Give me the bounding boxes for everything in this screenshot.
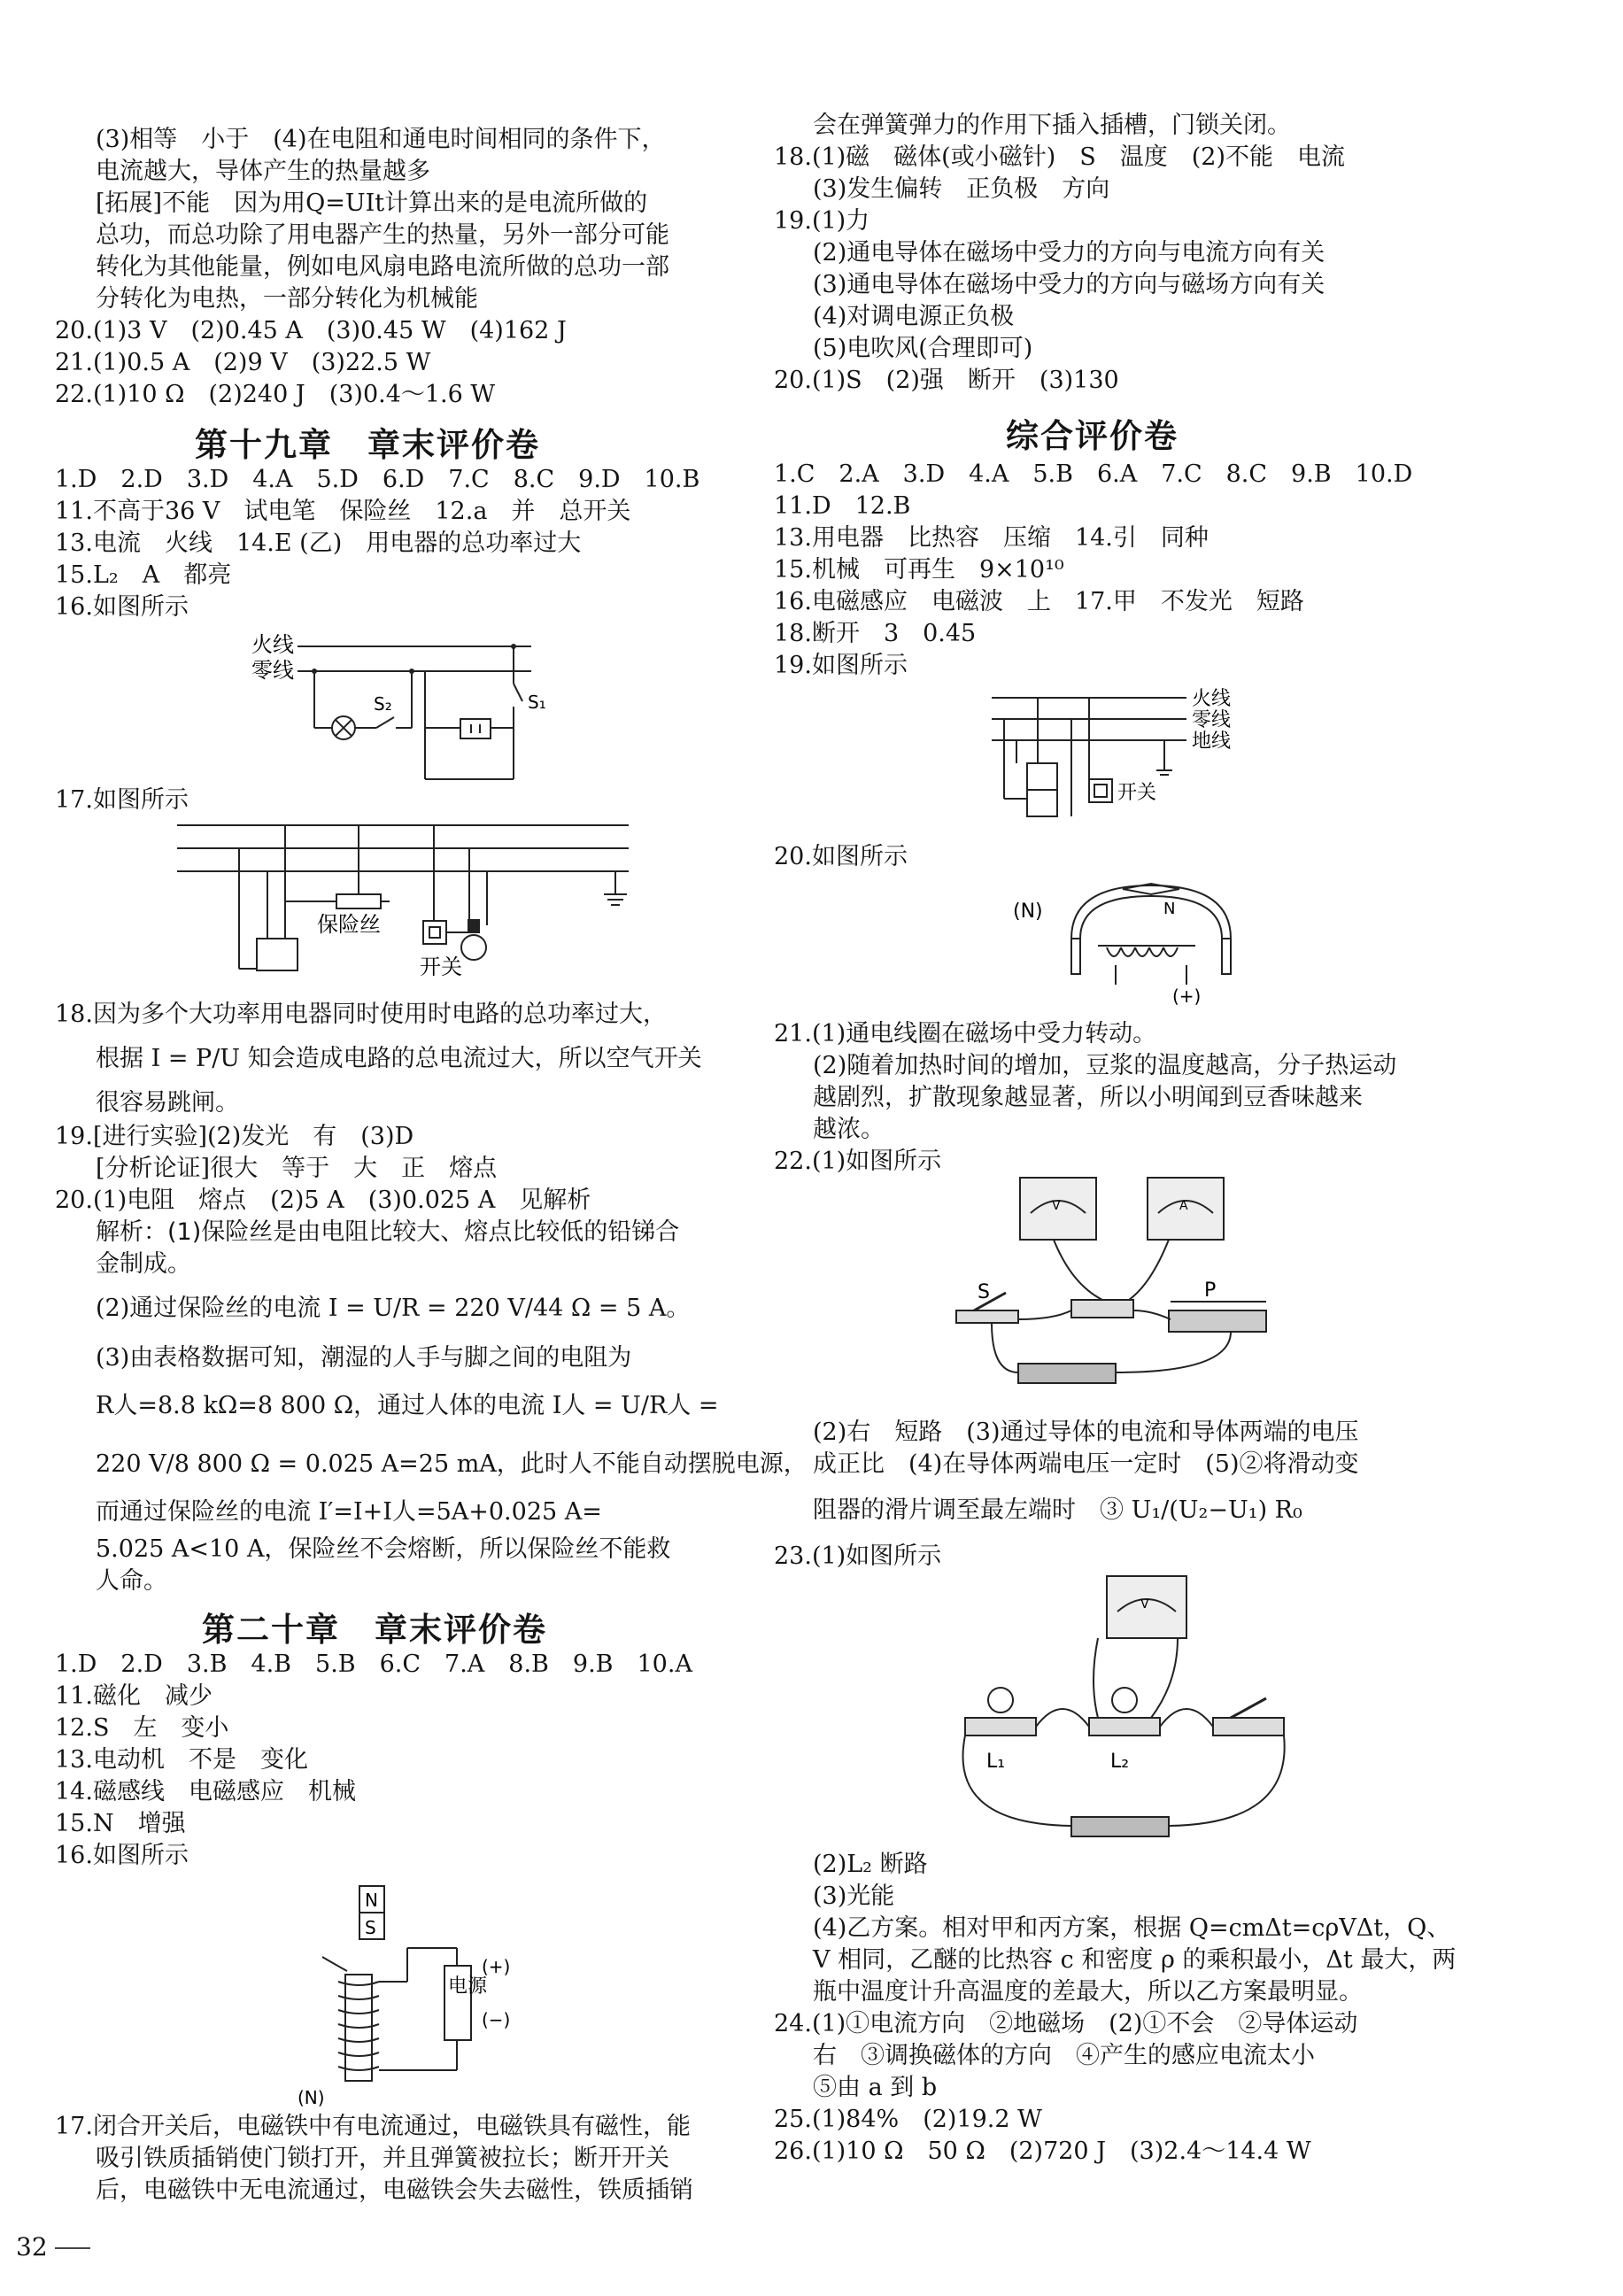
svg-text:S₂: S₂ bbox=[374, 693, 392, 715]
answer-line: 18.断开 3 0.45 bbox=[774, 620, 977, 647]
solution-line: 解析：(1)保险丝是由电阻比较大、熔点比较低的铅锑合 bbox=[96, 1218, 680, 1246]
text-line: (4)对调电源正负极 bbox=[813, 303, 1015, 330]
svg-text:(N): (N) bbox=[1013, 901, 1043, 923]
answer-line: 11.不高于36 V 试电笔 保险丝 12.a 并 总开关 bbox=[55, 498, 631, 525]
switch-icon bbox=[423, 921, 446, 944]
answer-line: 20.如图所示 bbox=[774, 843, 908, 870]
text-line: (2)通电导体在磁场中受力的方向与电流方向有关 bbox=[813, 239, 1325, 267]
svg-text:A: A bbox=[1179, 1199, 1188, 1213]
three-pin-socket-icon bbox=[1027, 790, 1057, 816]
switch-icon bbox=[1213, 1718, 1284, 1736]
svg-text:火线: 火线 bbox=[1192, 688, 1232, 710]
household-circuit-diagram bbox=[239, 629, 576, 788]
text-line: 阻器的滑片调至最左端时 ③ U₁/(U₂−U₁) R₀ bbox=[813, 1496, 1302, 1524]
two-pin-socket-icon bbox=[1027, 763, 1057, 790]
bulb-l2-icon bbox=[1112, 1688, 1137, 1712]
comprehensive-title: 综合评价卷 bbox=[1006, 417, 1179, 455]
svg-text:电源: 电源 bbox=[448, 1975, 488, 1998]
answer-line: 13.用电器 比热容 压缩 14.引 同种 bbox=[774, 524, 1209, 552]
answer-line: 23.(1)如图所示 bbox=[774, 1542, 942, 1570]
switch-icon bbox=[956, 1310, 1018, 1323]
text-line: ⑤由 a 到 b bbox=[813, 2074, 938, 2101]
electromagnet-compass-diagram bbox=[1009, 877, 1275, 1009]
svg-text:N: N bbox=[1163, 900, 1176, 918]
text-line: 金制成。 bbox=[96, 1250, 191, 1278]
svg-text:N: N bbox=[365, 1890, 378, 1911]
answer-line: 17.如图所示 bbox=[55, 786, 189, 814]
svg-text:零线: 零线 bbox=[1192, 709, 1232, 731]
fuse-icon bbox=[336, 894, 381, 908]
answer-line: 13.电流 火线 14.E (乙) 用电器的总功率过大 bbox=[55, 530, 582, 557]
text-line: 右 ③调换磁体的方向 ④产生的感应电流太小 bbox=[813, 2042, 1315, 2069]
text-line: 会在弹簧弹力的作用下插入插槽，门锁关闭。 bbox=[813, 112, 1291, 139]
socket-icon bbox=[257, 939, 298, 970]
answer-line: 20.(1)电阻 熔点 (2)5 A (3)0.025 A 见解析 bbox=[55, 1187, 591, 1214]
text-line: R人=8.8 kΩ=8 800 Ω，通过人体的电流 I人 = U/R人 = bbox=[96, 1392, 719, 1419]
bulb-icon bbox=[461, 935, 486, 960]
answer-line: 17.闭合开关后，电磁铁中有电流通过，电磁铁具有磁性，能 bbox=[55, 2113, 691, 2140]
svg-text:S: S bbox=[365, 1917, 376, 1938]
answer-line: 11.磁化 减少 bbox=[55, 1682, 213, 1710]
text-line: 转化为其他能量，例如电风扇电路电流所做的总功一部 bbox=[96, 253, 669, 281]
svg-text:火线: 火线 bbox=[251, 632, 294, 657]
text-line: (3)光能 bbox=[813, 1882, 895, 1910]
answer-line: 15.L₂ A 都亮 bbox=[55, 561, 232, 589]
answer-line: 19.[进行实验](2)发光 有 (3)D bbox=[55, 1123, 414, 1150]
text-line: (2)右 短路 (3)通过导体的电流和导体两端的电压 bbox=[813, 1419, 1359, 1446]
text-line: 人命。 bbox=[96, 1567, 167, 1595]
electromagnet-diagram bbox=[283, 1877, 549, 2107]
text-line: V 相同，乙醚的比热容 c 和密度 ρ 的乘积最小，Δt 最大，两 bbox=[813, 1946, 1457, 1974]
svg-text:(−): (−) bbox=[482, 2009, 511, 2030]
answer-line: 15.机械 可再生 9×10¹⁰ bbox=[774, 556, 1064, 584]
svg-text:S₁: S₁ bbox=[528, 692, 546, 713]
text-line: 瓶中温度计升高温度的差最大，所以乙方案最明显。 bbox=[813, 1978, 1363, 2006]
text-line: [分析论证]很大 等于 大 正 熔点 bbox=[96, 1155, 498, 1182]
answer-line: 15.N 增强 bbox=[55, 1810, 186, 1837]
text-line: 220 V/8 800 Ω = 0.025 A=25 mA，此时人不能自动摆脱电源， bbox=[96, 1450, 808, 1478]
text-line: 而通过保险丝的电流 I′=I+I人=5A+0.025 A= bbox=[96, 1498, 602, 1526]
battery-icon bbox=[1071, 1817, 1169, 1836]
coil-icon bbox=[338, 1982, 379, 2070]
answer-line: 12.S 左 变小 bbox=[55, 1714, 229, 1742]
answer-line: 16.如图所示 bbox=[55, 593, 189, 621]
answer-line: 16.电磁感应 电磁波 上 17.甲 不发光 短路 bbox=[774, 588, 1304, 615]
svg-text:S: S bbox=[978, 1281, 990, 1303]
answer-line: 1.D 2.D 3.D 4.A 5.D 6.D 7.C 8.C 9.D 10.B bbox=[55, 466, 700, 493]
text-line: (4)乙方案。相对甲和丙方案，根据 Q=cmΔt=cρVΔt，Q、 bbox=[813, 1914, 1451, 1942]
svg-text:(+): (+) bbox=[1172, 986, 1202, 1007]
coil-icon bbox=[1107, 947, 1178, 956]
text-line: 成正比 (4)在导体两端电压一定时 (5)②将滑动变 bbox=[813, 1450, 1359, 1478]
text-line: 电流越大，导体产生的热量越多 bbox=[96, 158, 430, 185]
svg-text:开关: 开关 bbox=[1117, 782, 1157, 804]
text-line: 后，电磁铁中无电流通过，电磁铁会失去磁性，铁质插销 bbox=[96, 2176, 693, 2204]
bulb-l1-icon bbox=[988, 1688, 1013, 1712]
chapter-19-title: 第十九章 章末评价卷 bbox=[195, 426, 540, 464]
svg-text:(+): (+) bbox=[482, 1956, 511, 1977]
answer-line: 19.如图所示 bbox=[774, 652, 908, 679]
switch-icon bbox=[1089, 779, 1112, 802]
answer-line: 26.(1)10 Ω 50 Ω (2)720 J (3)2.4～14.4 W bbox=[774, 2138, 1311, 2165]
answer-line: 21.(1)0.5 A (2)9 V (3)22.5 W bbox=[55, 349, 431, 376]
text-line: (3)相等 小于 (4)在电阻和通电时间相同的条件下， bbox=[96, 126, 666, 153]
answer-line: 18.因为多个大功率用电器同时使用时电路的总功率过大， bbox=[55, 1001, 667, 1028]
svg-text:零线: 零线 bbox=[251, 658, 294, 683]
answer-line: 19.(1)力 bbox=[774, 207, 870, 235]
answer-line: 11.D 12.B bbox=[774, 492, 911, 520]
answer-line: 1.D 2.D 3.B 4.B 5.B 6.C 7.A 8.B 9.B 10.A bbox=[55, 1650, 692, 1678]
svg-text:地线: 地线 bbox=[1192, 731, 1232, 753]
text-line: 越剧烈，扩散现象越显著，所以小明闻到豆香味越来 bbox=[813, 1084, 1363, 1111]
answer-line: 14.磁感线 电磁感应 机械 bbox=[55, 1778, 356, 1805]
battery-icon bbox=[1018, 1364, 1116, 1383]
text-line: 越浓。 bbox=[813, 1116, 885, 1143]
text-line: (2)L₂ 断路 bbox=[813, 1851, 928, 1878]
svg-text:P: P bbox=[1204, 1279, 1217, 1302]
svg-text:保险丝: 保险丝 bbox=[317, 912, 381, 937]
text-line: (3)发生偏转 正负极 方向 bbox=[813, 175, 1110, 203]
text-line: 总功，而总功除了用电器产生的热量，另外一部分可能 bbox=[96, 221, 669, 249]
series-lamps-circuit-diagram bbox=[912, 1567, 1319, 1851]
answer-line: 20.(1)S (2)强 断开 (3)130 bbox=[774, 367, 1119, 394]
switch-s2-icon bbox=[376, 717, 394, 728]
text-line: 分转化为电热，一部分转化为机械能 bbox=[96, 285, 478, 313]
svg-text:L₁: L₁ bbox=[986, 1751, 1006, 1773]
wiring-with-ground-diagram bbox=[983, 682, 1266, 832]
chapter-20-title: 第二十章 章末评价卷 bbox=[202, 1611, 547, 1649]
answer-line: 24.(1)①电流方向 ②地磁场 (2)①不会 ②导体运动 bbox=[774, 2010, 1358, 2037]
rheostat-icon bbox=[1169, 1310, 1266, 1332]
svg-text:开关: 开关 bbox=[420, 955, 462, 979]
svg-text:L₂: L₂ bbox=[1110, 1751, 1130, 1773]
text-line: 5.025 A<10 A，保险丝不会熔断，所以保险丝不能救 bbox=[96, 1535, 671, 1563]
text-line: (2)随着加热时间的增加，豆浆的温度越高，分子热运动 bbox=[813, 1052, 1397, 1079]
text-line: [拓展]不能 因为用Q=UIt计算出来的是电流所做的 bbox=[96, 189, 648, 217]
svg-text:(N): (N) bbox=[298, 2087, 325, 2107]
ohm-law-circuit-diagram bbox=[939, 1169, 1310, 1408]
answer-line: 22.(1)10 Ω (2)240 J (3)0.4～1.6 W bbox=[55, 381, 496, 408]
answer-line: 21.(1)通电线圈在磁场中受力转动。 bbox=[774, 1020, 1157, 1048]
text-line: (3)通电导体在磁场中受力的方向与磁场方向有关 bbox=[813, 271, 1325, 298]
answer-line: 1.C 2.A 3.D 4.A 5.B 6.A 7.C 8.C 9.B 10.D bbox=[774, 460, 1413, 488]
text-line: 很容易跳闸。 bbox=[96, 1089, 239, 1117]
answer-line: 13.电动机 不是 变化 bbox=[55, 1746, 308, 1774]
svg-text:V: V bbox=[1140, 1597, 1149, 1612]
answer-line: 20.(1)3 V (2)0.45 A (3)0.45 W (4)162 J bbox=[55, 317, 567, 344]
text-line: (3)由表格数据可知，潮湿的人手与脚之间的电阻为 bbox=[96, 1344, 632, 1372]
answer-line: 18.(1)磁 磁体(或小磁针) S 温度 (2)不能 电流 bbox=[774, 143, 1345, 171]
switch-s1-icon bbox=[514, 684, 522, 701]
page-number-rule bbox=[55, 2247, 90, 2249]
text-line: (5)电吹风(合理即可) bbox=[813, 335, 1033, 362]
answer-line: 25.(1)84% (2)19.2 W bbox=[774, 2106, 1042, 2133]
text-line: 吸引铁质插销使门锁打开，并且弹簧被拉长；断开开关 bbox=[96, 2145, 669, 2172]
household-wiring-diagram bbox=[168, 815, 664, 983]
answer-line: 22.(1)如图所示 bbox=[774, 1148, 942, 1175]
resistor-icon bbox=[1071, 1300, 1133, 1318]
page-number: 32 bbox=[16, 2232, 48, 2261]
answer-line: 16.如图所示 bbox=[55, 1842, 189, 1869]
socket-icon bbox=[460, 719, 491, 738]
text-line: 根据 I = P/U 知会造成电路的总电流过大，所以空气开关 bbox=[96, 1045, 702, 1072]
svg-text:V: V bbox=[1052, 1199, 1061, 1213]
text-line: (2)通过保险丝的电流 I = U/R = 220 V/44 Ω = 5 A。 bbox=[96, 1295, 691, 1322]
